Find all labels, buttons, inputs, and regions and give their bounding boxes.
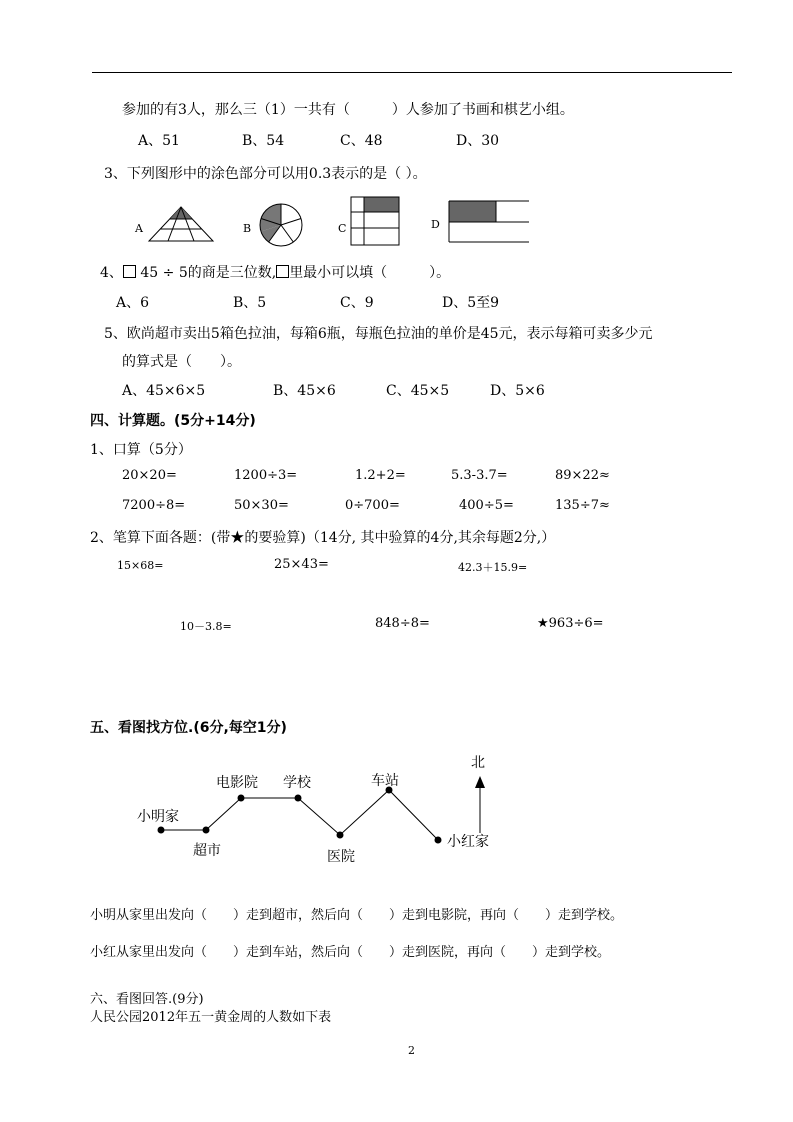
oral-item: 0÷700=: [345, 498, 400, 513]
q4-text-2: 里最小可以填（ ）。: [289, 265, 451, 281]
q3-figure-a-triangle: [146, 205, 216, 243]
place-school: 学校: [283, 775, 311, 791]
q3-figure-b-circle: [256, 200, 306, 250]
oral-item: 1.2+2=: [355, 468, 406, 483]
header-rule: [92, 72, 732, 73]
place-xiaoming-home: 小明家: [137, 809, 179, 825]
q2-option-c: C、48: [340, 133, 383, 149]
blank-box-icon: [276, 265, 289, 278]
section-5-title: 五、看图找方位.(6分,每空1分): [90, 720, 287, 736]
direction-question-1: 小明从家里出发向（ ）走到超市，然后向（ ）走到电影院，再向（ ）走到学校。: [90, 908, 624, 923]
place-xiaohong-home: 小红家: [447, 834, 489, 850]
oral-item: 1200÷3=: [234, 468, 298, 483]
q5-option-a: A、45×6×5: [122, 383, 206, 399]
q5-option-b: B、45×6: [273, 383, 336, 399]
oral-item: 89×22≈: [555, 468, 610, 483]
q2-option-a: A、51: [138, 133, 180, 149]
oral-item: 20×20=: [122, 468, 177, 483]
q4-number: 4、: [100, 265, 123, 281]
written-item: 848÷8=: [375, 616, 430, 631]
q4-option-b: B、5: [233, 295, 267, 311]
q2-option-b: B、54: [242, 133, 285, 149]
q4-question: [100, 262, 450, 282]
written-item: 42.3＋15.9=: [458, 561, 528, 574]
written-item: 10－3.8=: [180, 620, 232, 633]
q3-label-b: B: [243, 222, 252, 235]
written-item: 15×68=: [117, 559, 164, 572]
place-station: 车站: [371, 773, 399, 789]
section-6-description: 人民公园2012年五一黄金周的人数如下表: [90, 1010, 332, 1025]
q2-continuation: 参加的有3人，那么三（1）一共有（ ）人参加了书画和棋艺小组。: [122, 102, 574, 118]
q3-question: 3、下列图形中的涂色部分可以用0.3表示的是（ ）。: [104, 166, 427, 182]
q4-option-a: A、6: [116, 295, 150, 311]
q4-option-d: D、5至9: [442, 295, 500, 311]
q5-line-2: 的算式是（ ）。: [122, 354, 241, 370]
oral-item: 135÷7≈: [555, 498, 610, 513]
blank-box-icon: [123, 265, 136, 278]
q3-figure-c-grid: [350, 196, 402, 248]
place-cinema: 电影院: [216, 775, 258, 791]
page-number: 2: [408, 1044, 415, 1057]
section-4-title: 四、计算题。(5分+14分): [90, 413, 256, 429]
q3-figure-d-bar: [447, 199, 531, 245]
oral-calc-heading: 1、口算（5分）: [90, 442, 192, 458]
q3-label-c: C: [338, 222, 347, 235]
q4-text-1: 45 ÷ 5的商是三位数,: [140, 265, 277, 281]
q3-label-a: A: [135, 222, 143, 235]
written-item-verify: ★963÷6=: [537, 616, 604, 631]
place-hospital: 医院: [327, 849, 355, 865]
north-label: 北: [471, 755, 485, 771]
q4-option-c: C、9: [340, 295, 374, 311]
q2-option-d: D、30: [456, 133, 500, 149]
direction-question-2: 小红从家里出发向（ ）走到车站，然后向（ ）走到医院，再向（ ）走到学校。: [90, 945, 611, 960]
oral-item: 7200÷8=: [122, 498, 186, 513]
q5-option-d: D、5×6: [490, 383, 545, 399]
q5-line-1: 5、欧尚超市卖出5箱色拉油，每箱6瓶，每瓶色拉油的单价是45元，表示每箱可卖多少元: [104, 326, 653, 342]
q3-label-d: D: [431, 218, 440, 231]
section-6-title: 六、看图回答.(9分): [90, 992, 204, 1007]
oral-item: 400÷5=: [459, 498, 514, 513]
oral-item: 5.3-3.7=: [451, 468, 508, 483]
written-calc-heading: 2、笔算下面各题：(带★的要验算)（14分, 其中验算的4分,其余每题2分,）: [90, 530, 556, 546]
oral-item: 50×30=: [234, 498, 289, 513]
place-supermarket: 超市: [193, 843, 221, 859]
q5-option-c: C、45×5: [386, 383, 450, 399]
written-item: 25×43=: [274, 557, 329, 572]
